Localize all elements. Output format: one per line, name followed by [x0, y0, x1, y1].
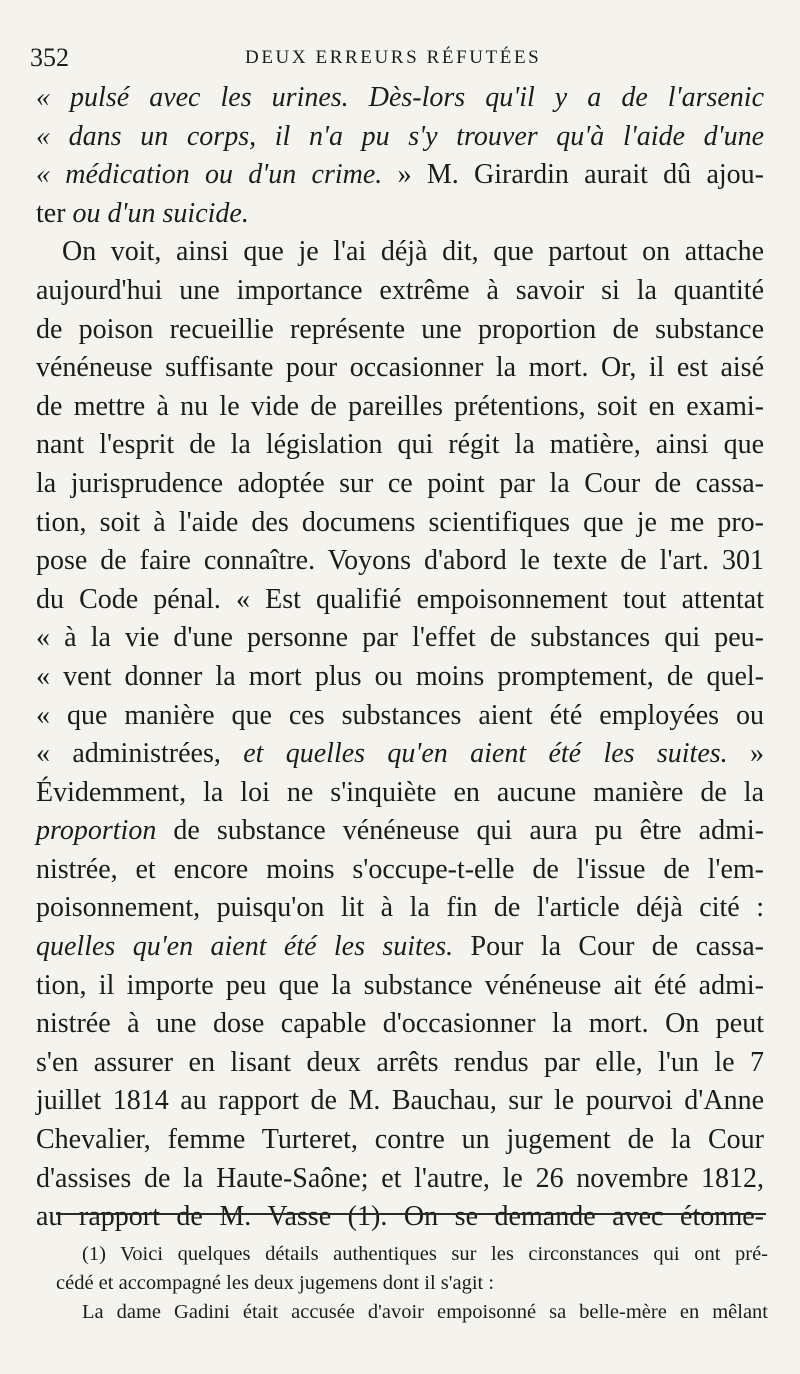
page-number: 352	[30, 43, 69, 72]
text-span: « administrées,	[36, 738, 244, 770]
footnote	[56, 1240, 768, 1327]
italic-text: quelles qu'en aient été les suites.	[36, 931, 454, 963]
footnote-line: cédé et accompagné les deux jugemens dont il s'agit :	[56, 1272, 495, 1294]
text-span: ter	[36, 197, 73, 229]
text-span: s'en assurer en lisant deux arrêts rendus par elle, l'un le 7	[36, 1046, 764, 1078]
text-line	[36, 465, 764, 504]
text-line	[36, 1005, 764, 1044]
text-span: tion, il importe peu que la substance vénéneuse ait été admi-	[36, 969, 764, 1001]
text-span: « que manière que ces substances aient été employées ou	[36, 699, 764, 731]
text-line	[36, 1082, 764, 1121]
text-span: aujourd'hui une importance extrême à savoir si la quantité	[36, 274, 764, 306]
footnote-separator	[56, 1213, 766, 1215]
italic-text: ou d'un suicide.	[72, 197, 249, 229]
text-span: Pour la Cour de cassa-	[453, 931, 765, 963]
text-line	[36, 928, 764, 967]
text-line	[36, 195, 764, 234]
text-span: nant l'esprit de la législation qui régit la matière, ainsi que	[36, 429, 764, 461]
text-line	[36, 542, 764, 581]
text-span: la jurisprudence adoptée sur ce point par la Cour de cassa-	[36, 467, 764, 499]
text-line	[36, 118, 764, 157]
text-span: de poison recueillie représente une proportion de substance	[36, 313, 764, 345]
text-line	[36, 156, 764, 195]
text-line	[36, 851, 764, 890]
text-line	[36, 233, 764, 272]
text-line	[36, 774, 764, 813]
text-span: vénéneuse suffisante pour occasionner la mort. Or, il est aisé	[36, 352, 764, 384]
italic-text: proportion	[36, 815, 157, 847]
text-line	[36, 349, 764, 388]
italic-text: « dans un corps, il n'a pu s'y trouver qu'à l'aide d'une	[36, 120, 764, 152]
text-line	[36, 272, 764, 311]
text-span: Chevalier, femme Turteret, contre un jugement de la Cour	[36, 1124, 764, 1156]
text-span: »	[727, 738, 765, 770]
text-span: au rapport de M. Vasse (1). On se demande avec étonne-	[36, 1201, 764, 1233]
footnote-line: La dame Gadini était accusée d'avoir empoisonné sa belle-mère en mêlant	[82, 1301, 768, 1323]
text-line	[36, 1198, 764, 1237]
running-title: DEUX ERREURS RÉFUTÉES	[245, 47, 542, 68]
text-span: » M. Girardin aurait dû ajou-	[382, 159, 764, 191]
text-span: poisonnement, puisqu'on lit à la fin de l'article déjà cité :	[36, 892, 764, 924]
text-span: du Code pénal. « Est qualifié empoisonnement tout attentat	[36, 583, 764, 615]
text-span: On voit, ainsi que je l'ai déjà dit, que partout on attache	[62, 236, 764, 268]
italic-text: et quelles qu'en aient été les suites.	[243, 738, 728, 770]
text-span: nistrée à une dose capable d'occasionner la mort. On peut	[36, 1008, 764, 1040]
body-text	[36, 79, 764, 1237]
text-line	[36, 504, 764, 543]
text-line	[36, 619, 764, 658]
text-span: « vent donner la mort plus ou moins promptement, de quel-	[36, 660, 764, 692]
text-line	[36, 79, 764, 118]
text-span: juillet 1814 au rapport de M. Bauchau, sur le pourvoi d'Anne	[36, 1085, 764, 1117]
text-line	[36, 1121, 764, 1160]
footnote-line: (1) Voici quelques détails authentiques sur les circonstances qui ont pré-	[82, 1243, 768, 1265]
italic-text: « médication ou d'un crime.	[36, 159, 383, 191]
text-span: Évidemment, la loi ne s'inquiète en aucune manière de la	[36, 776, 764, 808]
italic-text: « pulsé avec les urines. Dès-lors qu'il y a de l'arsenic	[36, 82, 764, 113]
text-span: pose de faire connaître. Voyons d'abord le texte de l'art. 301	[36, 545, 764, 577]
text-line	[36, 1044, 764, 1083]
text-line	[36, 889, 764, 928]
text-span: tion, soit à l'aide des documens scientifiques que je me pro-	[36, 506, 764, 538]
text-line	[36, 697, 764, 736]
text-span: d'assises de la Haute-Saône; et l'autre, le 26 novembre 1812,	[36, 1162, 764, 1194]
text-line	[36, 735, 764, 774]
text-span: de substance vénéneuse qui aura pu être admi-	[156, 815, 764, 847]
page-header	[30, 40, 770, 76]
text-span: « à la vie d'une personne par l'effet de substances qui peu-	[36, 622, 764, 654]
text-line	[36, 581, 764, 620]
text-line	[36, 388, 764, 427]
text-span: de mettre à nu le vide de pareilles prétentions, soit en exami-	[36, 390, 764, 422]
text-line	[36, 812, 764, 851]
text-line	[36, 967, 764, 1006]
text-line	[36, 426, 764, 465]
text-line	[36, 1160, 764, 1199]
text-span: nistrée, et encore moins s'occupe-t-elle de l'issue de l'em-	[36, 853, 764, 885]
text-line	[36, 311, 764, 350]
text-line	[36, 658, 764, 697]
